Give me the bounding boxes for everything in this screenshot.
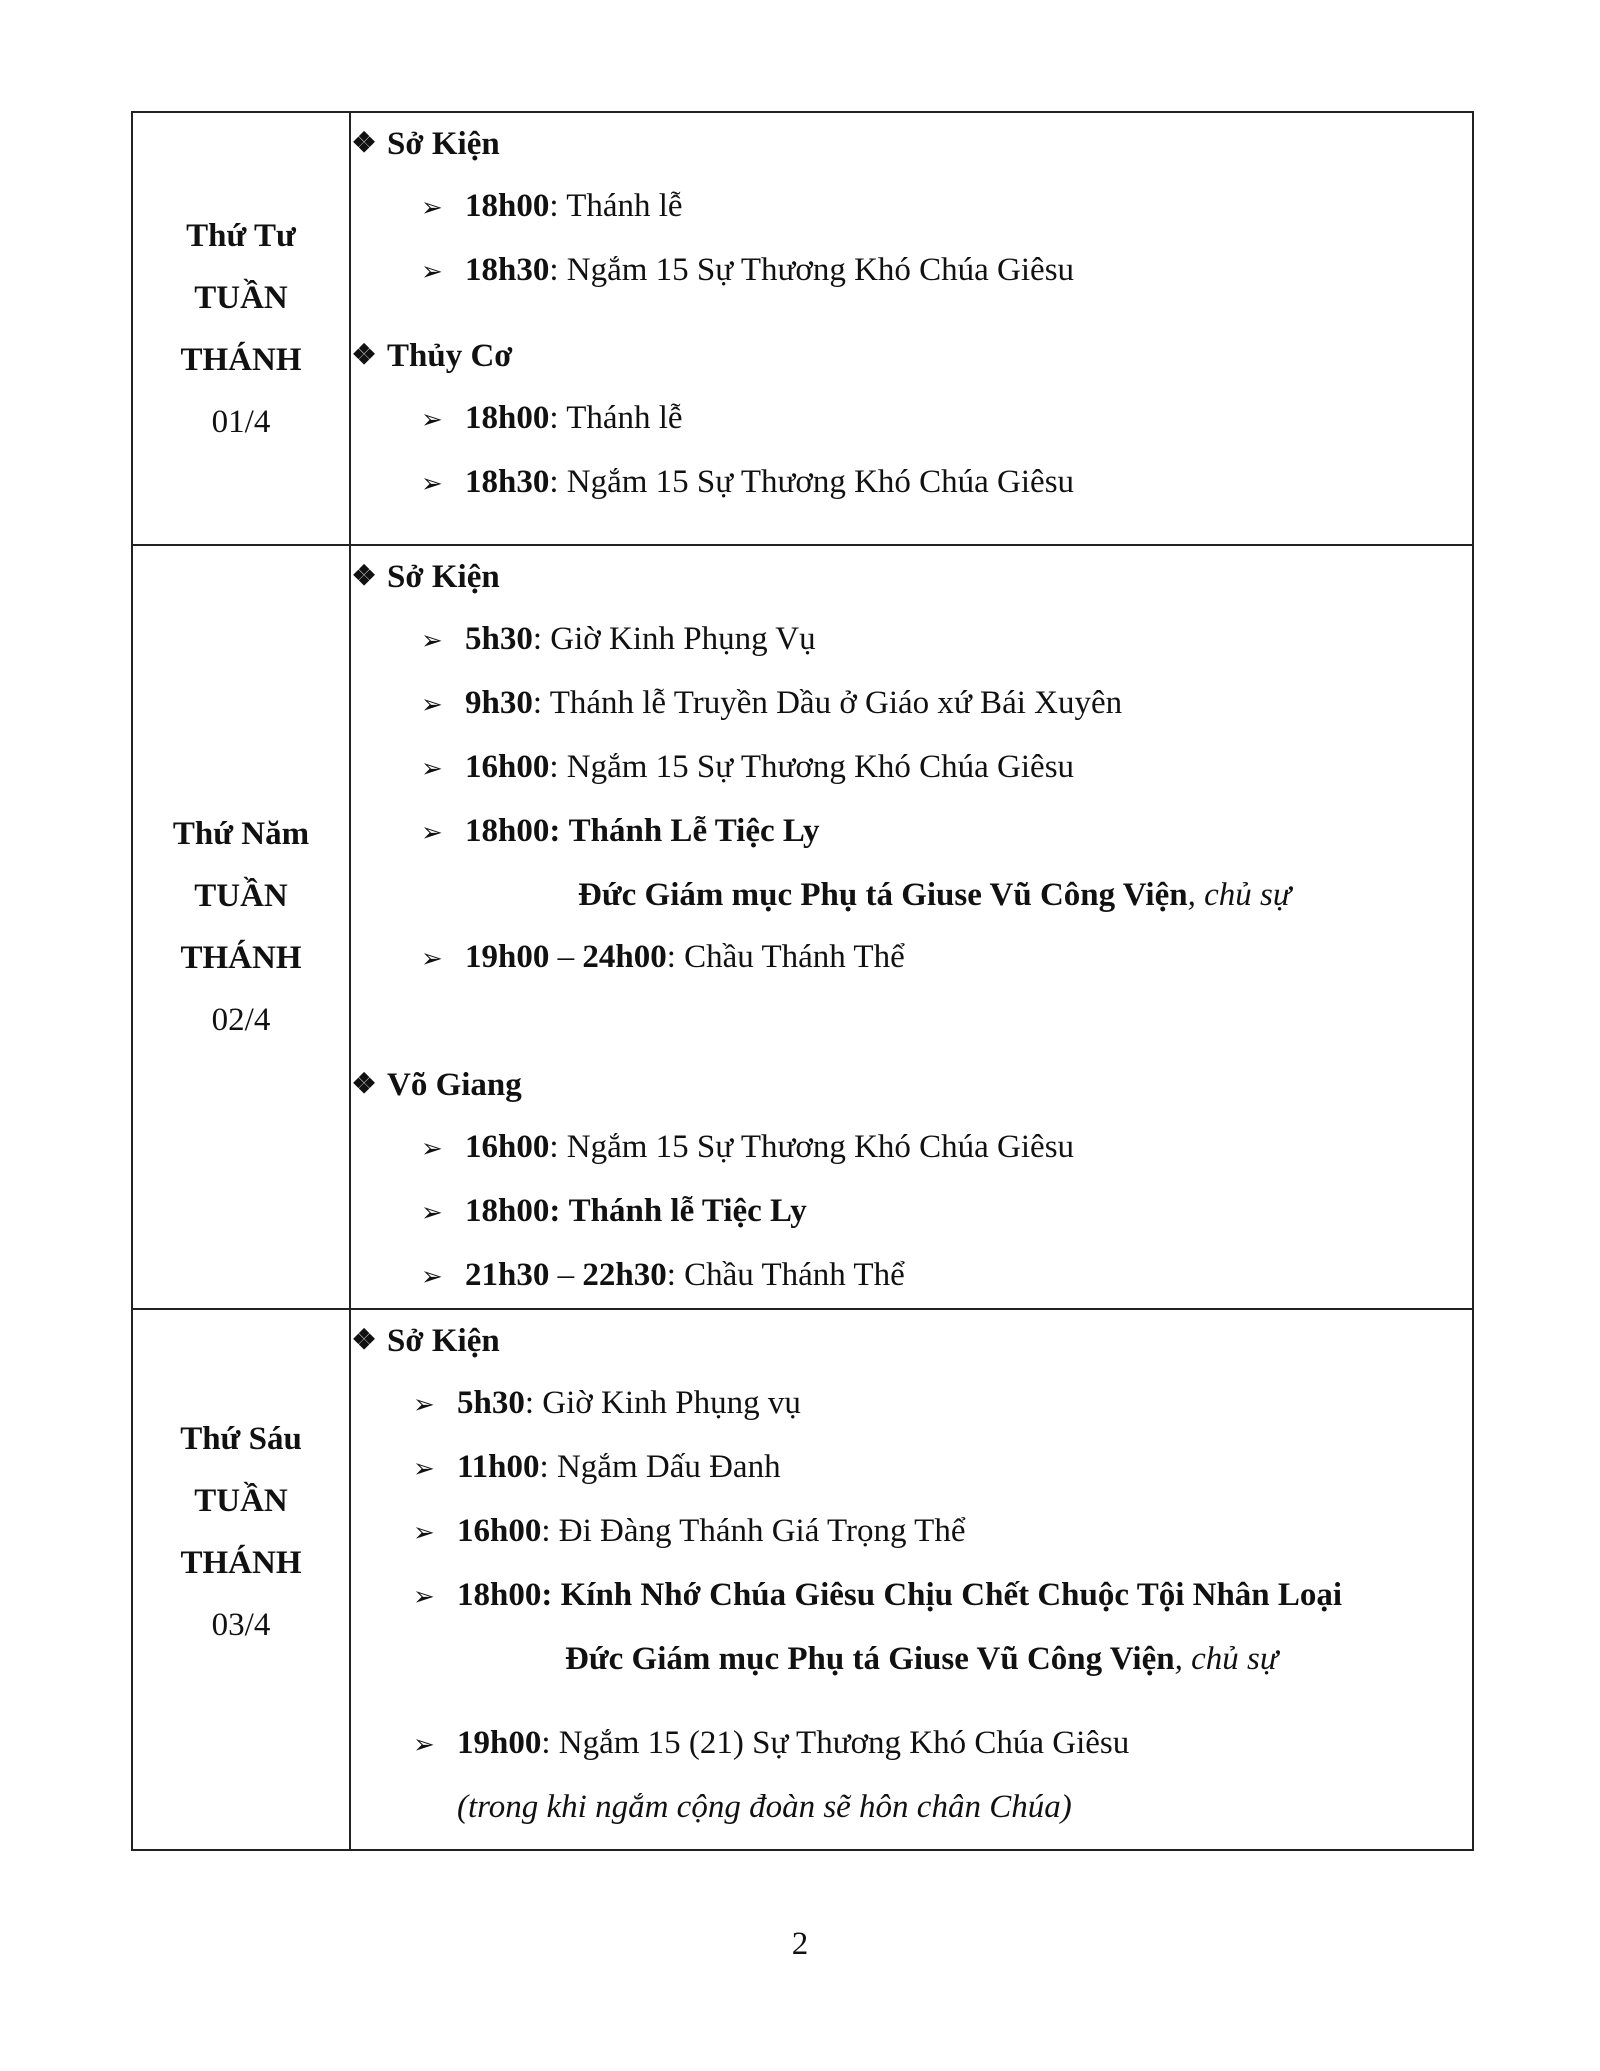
event-time: 5h30: [457, 1385, 525, 1421]
location-name: Sở Kiện: [387, 1323, 500, 1359]
arrow-icon: ➢: [413, 1730, 435, 1759]
list-item: [351, 1116, 1472, 1180]
list-item: [351, 1500, 1472, 1564]
event-desc: Ngắm 15 Sự Thương Khó Chúa Giêsu: [566, 252, 1075, 288]
diamond-icon: ❖: [351, 1325, 377, 1356]
list-item: [351, 387, 1472, 451]
arrow-icon: ➢: [421, 1134, 443, 1163]
event-time: 16h00: [457, 1513, 542, 1549]
colon: :: [549, 1193, 561, 1229]
event-desc: Ngắm 15 Sự Thương Khó Chúa Giêsu: [566, 464, 1075, 500]
presider-line: [351, 1628, 1472, 1690]
list-item: [351, 1564, 1472, 1628]
event-time: 16h00: [465, 1129, 550, 1165]
colon: :: [524, 1385, 535, 1421]
location-name: Sở Kiện: [387, 126, 500, 162]
arrow-icon: ➢: [413, 1390, 435, 1419]
arrow-icon: ➢: [421, 1198, 443, 1227]
arrow-icon: ➢: [421, 1262, 443, 1291]
list-item: [351, 800, 1472, 864]
colon: :: [541, 1577, 553, 1613]
schedule-row-wednesday: [132, 112, 1473, 545]
day-line-thanh: THÁNH: [180, 1545, 302, 1581]
colon: :: [539, 1449, 549, 1485]
location-heading: [351, 1054, 1472, 1116]
event-desc: Đi Đàng Thánh Giá Trọng Thể: [558, 1513, 966, 1549]
event-time: 18h00: [465, 1193, 550, 1229]
location-heading: [351, 113, 1472, 175]
event-desc: Ngắm 15 Sự Thương Khó Chúa Giêsu: [566, 1129, 1075, 1165]
colon: :: [549, 400, 559, 436]
events-cell: [350, 545, 1473, 1309]
list-item: [351, 239, 1472, 303]
day-cell: [132, 112, 350, 545]
arrow-icon: ➢: [421, 257, 443, 286]
event-time: 18h00: [465, 188, 550, 224]
day-name: Thứ Tư: [186, 217, 296, 254]
day-name: Thứ Năm: [172, 816, 310, 852]
day-line-thanh: THÁNH: [180, 940, 302, 976]
schedule-table: [131, 111, 1474, 1851]
comma: ,: [1187, 877, 1196, 913]
event-desc: Thánh lễ: [566, 400, 683, 436]
event-desc: Chầu Thánh Thể: [684, 1257, 905, 1293]
event-desc: Ngắm Dấu Đanh: [556, 1449, 781, 1485]
list-item: [351, 1712, 1472, 1776]
day-date: 01/4: [211, 403, 271, 440]
event-time: 18h00: [465, 400, 550, 436]
list-item: [351, 1372, 1472, 1436]
colon: :: [549, 749, 559, 785]
event-time: 18h30: [465, 464, 550, 500]
event-desc: Chầu Thánh Thể: [684, 939, 905, 975]
arrow-icon: ➢: [421, 405, 443, 434]
location-heading: [351, 546, 1472, 608]
event-desc: Giờ Kinh Phụng Vụ: [550, 621, 816, 657]
day-cell: [132, 545, 350, 1309]
day-cell: [132, 1309, 350, 1850]
event-time: 18h00: [457, 1577, 542, 1613]
arrow-icon: ➢: [421, 818, 443, 847]
list-item: [351, 926, 1472, 990]
event-desc: Thánh lễ: [566, 188, 683, 224]
event-time-end: 24h00: [582, 939, 667, 975]
diamond-icon: ❖: [351, 561, 377, 592]
day-line-tuan: TUẦN: [194, 279, 288, 316]
arrow-icon: ➢: [413, 1582, 435, 1611]
list-item: [351, 608, 1472, 672]
colon: :: [549, 1129, 559, 1165]
presider-name: Đức Giám mục Phụ tá Giuse Vũ Công Viện: [578, 877, 1188, 913]
event-desc: Thánh lễ Tiệc Ly: [568, 1193, 807, 1229]
events-cell: [350, 112, 1473, 545]
event-time: 11h00: [457, 1449, 540, 1485]
colon: :: [541, 1513, 551, 1549]
colon: :: [549, 813, 561, 849]
day-line-thanh: THÁNH: [180, 341, 302, 378]
colon: :: [532, 621, 543, 657]
colon: :: [549, 464, 559, 500]
colon: :: [549, 252, 559, 288]
day-line-tuan: TUẦN: [194, 878, 288, 914]
presider-role: chủ sự: [1191, 1641, 1278, 1677]
location-name: Thủy Cơ: [387, 338, 513, 374]
event-time: 16h00: [465, 749, 550, 785]
comma: ,: [1174, 1641, 1183, 1677]
presider-line: [351, 864, 1472, 926]
arrow-icon: ➢: [421, 193, 443, 222]
colon: :: [541, 1725, 551, 1761]
presider-name: Đức Giám mục Phụ tá Giuse Vũ Công Viện: [565, 1641, 1175, 1677]
list-item: [351, 672, 1472, 736]
diamond-icon: ❖: [351, 340, 377, 371]
list-item: [351, 1436, 1472, 1500]
colon: :: [666, 1257, 676, 1293]
event-time: 18h00: [465, 813, 550, 849]
event-desc: Ngắm 15 (21) Sự Thương Khó Chúa Giêsu: [558, 1725, 1130, 1761]
location-heading: [351, 1310, 1472, 1372]
arrow-icon: ➢: [421, 626, 443, 655]
colon: :: [666, 939, 676, 975]
dash: –: [557, 1257, 575, 1293]
event-time: 5h30: [465, 621, 533, 657]
schedule-row-thursday: [132, 545, 1473, 1309]
day-date: 03/4: [211, 1607, 271, 1643]
list-item: [351, 451, 1472, 515]
list-item: [351, 1244, 1472, 1308]
dash: –: [557, 939, 575, 975]
event-desc: Thánh Lễ Tiệc Ly: [568, 813, 820, 849]
diamond-icon: ❖: [351, 1069, 377, 1100]
arrow-icon: ➢: [421, 469, 443, 498]
list-item: [351, 736, 1472, 800]
colon: :: [532, 685, 543, 721]
event-desc: Ngắm 15 Sự Thương Khó Chúa Giêsu: [566, 749, 1075, 785]
list-item: [351, 1180, 1472, 1244]
arrow-icon: ➢: [421, 690, 443, 719]
arrow-icon: ➢: [413, 1454, 435, 1483]
event-desc: Thánh lễ Truyền Dầu ở Giáo xứ Bái Xuyên: [549, 685, 1123, 721]
event-note: (trong khi ngắm cộng đoàn sẽ hôn chân Chúa): [457, 1789, 1072, 1825]
page-number: 2: [791, 1926, 809, 1962]
event-time-start: 21h30: [465, 1257, 550, 1293]
location-name: Võ Giang: [387, 1067, 522, 1103]
event-desc: Giờ Kinh Phụng vụ: [542, 1385, 801, 1421]
list-item: [351, 175, 1472, 239]
day-line-tuan: TUẦN: [194, 1483, 288, 1519]
schedule-row-friday: [132, 1309, 1473, 1850]
day-name: Thứ Sáu: [180, 1421, 302, 1457]
event-time-start: 19h00: [465, 939, 550, 975]
day-date: 02/4: [211, 1002, 271, 1038]
colon: :: [549, 188, 559, 224]
arrow-icon: ➢: [421, 754, 443, 783]
event-time: 18h30: [465, 252, 550, 288]
arrow-icon: ➢: [421, 944, 443, 973]
arrow-icon: ➢: [413, 1518, 435, 1547]
event-desc: Kính Nhớ Chúa Giêsu Chịu Chết Chuộc Tội Nhân Loại: [560, 1577, 1343, 1613]
event-time: 9h30: [465, 685, 533, 721]
events-cell: [350, 1309, 1473, 1850]
event-time-end: 22h30: [582, 1257, 667, 1293]
presider-role: chủ sự: [1204, 877, 1291, 913]
location-name: Sở Kiện: [387, 559, 500, 595]
diamond-icon: ❖: [351, 128, 377, 159]
location-heading: [351, 325, 1472, 387]
event-time: 19h00: [457, 1725, 542, 1761]
